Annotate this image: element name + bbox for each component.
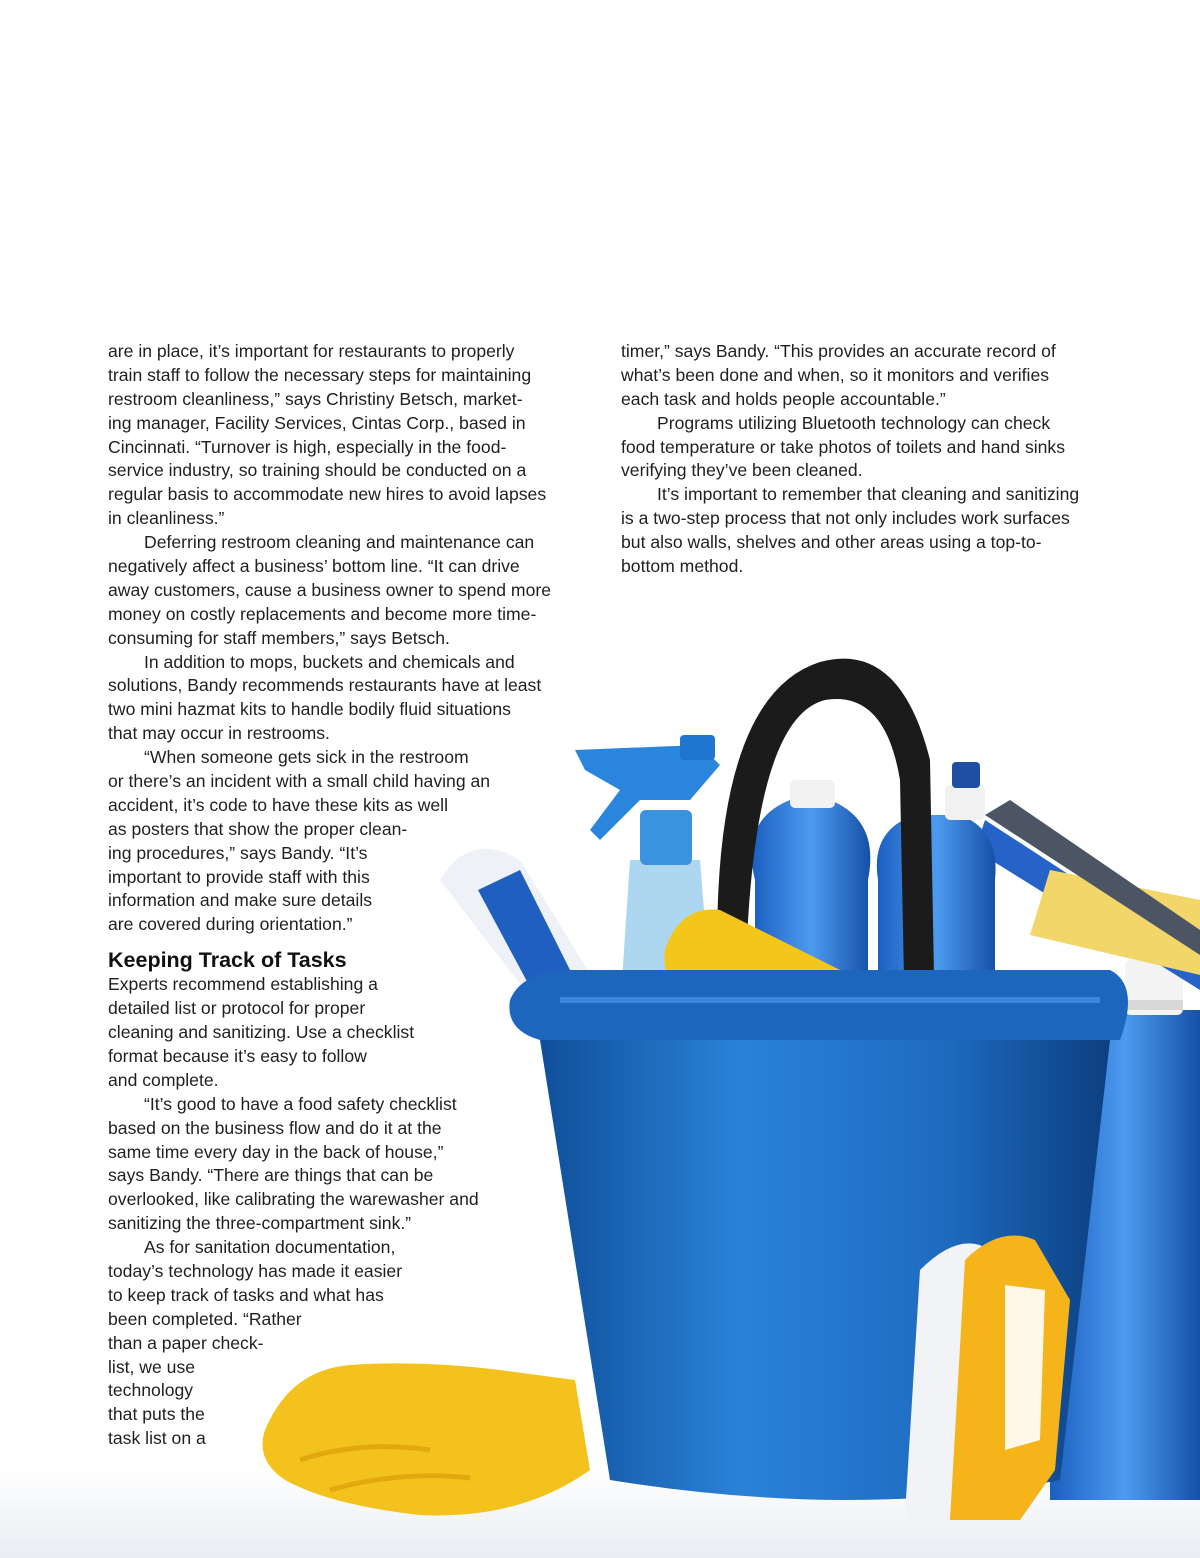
text-line: Experts recommend establishing a [108,974,378,995]
text-line: to keep track of tasks and what has [108,1284,384,1305]
text-line: are in place, it’s important for restaurants to properly [108,341,515,361]
text-line: sanitizing the three-compartment sink.” [108,1213,412,1234]
paragraph-first-line: Deferring restroom cleaning and maintenance can [144,532,535,553]
text-line: cleaning and sanitizing. Use a checklist [108,1022,415,1043]
text-line: detailed list or protocol for proper [108,998,366,1019]
text-line: than a paper check- [108,1332,264,1353]
text-line: format because it’s easy to follow [108,1045,367,1066]
text-line: task list on a [108,1428,206,1449]
text-line: are covered during orientation.” [108,914,353,935]
text-line: information and make sure details [108,890,373,911]
text-line: what’s been done and when, so it monitors and verifies [621,364,1050,385]
text-line: regular basis to accommodate new hires to avoid lapses [108,484,547,505]
paragraph-first-line: “It’s good to have a food safety checklist [144,1093,457,1114]
right-column-body [621,340,1121,579]
text-line: restroom cleanliness,” says Christiny Betsch, market- [108,388,523,409]
paragraph-first-line: It’s important to remember that cleaning and sanitizing [657,484,1080,505]
text-line: today’s technology has made it easier [108,1260,403,1281]
text-line: money on costly replacements and become more time- [108,603,537,624]
paragraph-first-line: “When someone gets sick in the restroom [144,747,469,768]
text-line: or there’s an incident with a small child having an [108,771,491,792]
text-line: food temperature or take photos of toilets and hand sinks [621,436,1066,457]
paragraph-first-line: Programs utilizing Bluetooth technology can check [657,412,1051,433]
text-line: timer,” says Bandy. “This provides an accurate record of [621,341,1056,361]
paragraph-first-line: As for sanitation documentation, [144,1237,396,1258]
text-line: based on the business flow and do it at the [108,1117,442,1138]
text-line: overlooked, like calibrating the warewasher and [108,1189,479,1210]
text-line: as posters that show the proper clean- [108,818,408,839]
text-line: consuming for staff members,” says Betsch. [108,627,450,648]
text-line: important to provide staff with this [108,866,370,887]
text-line: in cleanliness.” [108,508,225,529]
left-column [108,340,608,1451]
paragraph-first-line: In addition to mops, buckets and chemicals and [144,651,515,672]
text-line: away customers, cause a business owner to spend more [108,579,551,600]
text-line: Cincinnati. “Turnover is high, especially in the food- [108,436,507,457]
text-line: that may occur in restrooms. [108,723,330,744]
text-line: two mini hazmat kits to handle bodily fluid situations [108,699,511,720]
text-line: train staff to follow the necessary steps for maintaining [108,364,532,385]
text-line: accident, it’s code to have these kits as well [108,794,449,815]
right-column [621,340,1121,579]
left-column-section-body [108,973,608,1451]
text-line: verifying they’ve been cleaned. [621,460,863,481]
left-column-body [108,340,608,937]
text-line: service industry, so training should be conducted on a [108,460,527,481]
text-line: is a two-step process that not only includes work surfaces [621,508,1070,529]
text-line: each task and holds people accountable.” [621,388,946,409]
orange-brush-icon [905,1236,1070,1525]
text-line: been completed. “Rather [108,1308,302,1329]
text-line: but also walls, shelves and other areas using a top-to- [621,532,1042,553]
text-line: says Bandy. “There are things that can be [108,1165,434,1186]
text-line: solutions, Bandy recommends restaurants have at least [108,675,542,696]
text-line: same time every day in the back of house,” [108,1141,444,1162]
text-line: ing manager, Facility Services, Cintas Corp., based in [108,412,526,433]
section-heading: Keeping Track of Tasks [108,948,347,973]
text-line: ing procedures,” says Bandy. “It’s [108,842,368,863]
text-line: and complete. [108,1069,219,1090]
text-line: negatively affect a business’ bottom line. “It can drive [108,556,520,577]
text-line: list, we use [108,1356,196,1377]
squeegee-icon [975,800,1200,990]
text-line: bottom method. [621,556,744,577]
text-line: that puts the [108,1404,205,1425]
text-line: technology [108,1380,194,1401]
